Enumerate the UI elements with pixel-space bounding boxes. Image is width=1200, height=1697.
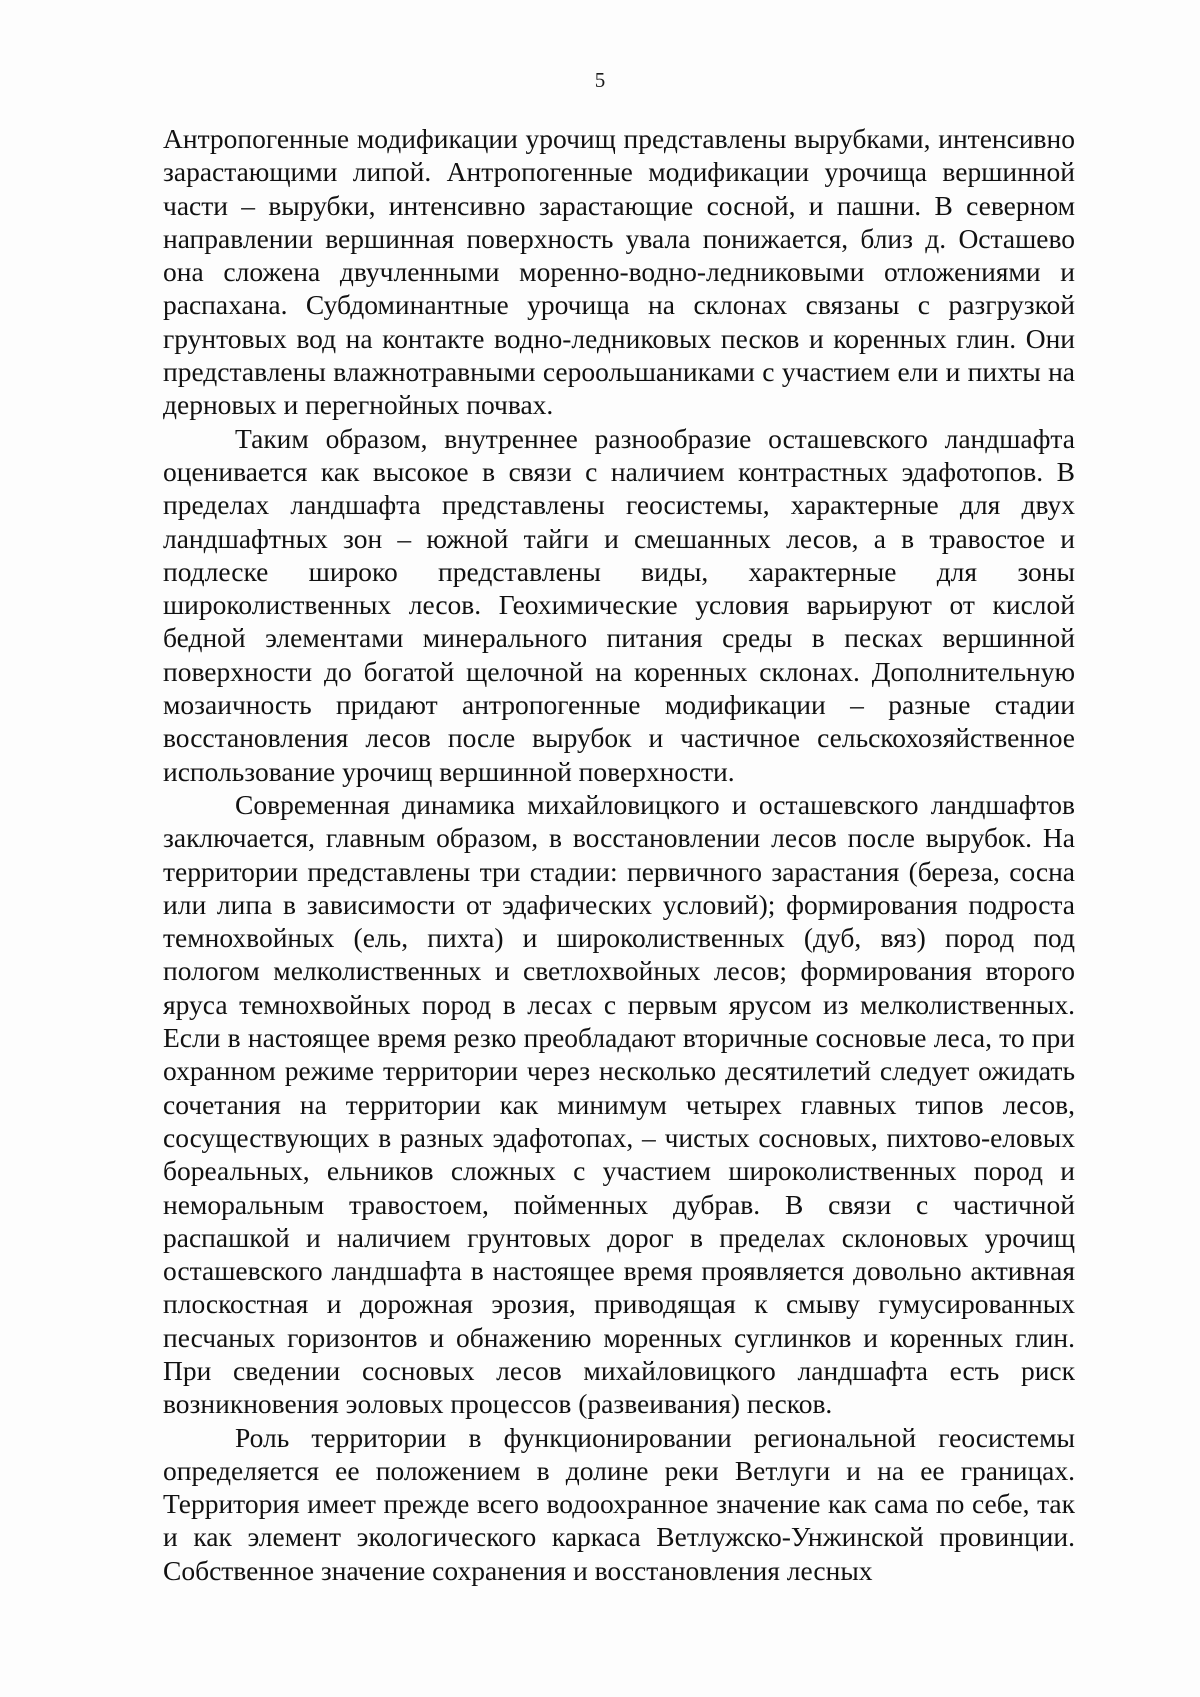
page-number: 5 [594, 68, 606, 92]
paragraph-3: Современная динамика михайловицкого и осташевского ландшафтов заключается, главным образом, в восстановлении лесов после вырубок. На территории представлены три стадии: первичного зарастания (береза, сосна или липа в зависимости от эдафических условий); формирования подроста темнохвойных (ель, пихта) и широколиственных (дуб, вяз) пород под пологом мелколиственных и светлохвойных лесов; формирования второго яруса темнохвойных пород в лесах с первым ярусом из мелколиственных. Если в настоящее время резко преобладают вторичные сосновые леса, то при охранном режиме территории через несколько десятилетий следует ожидать сочетания на территории как минимум четырех главных типов лесов, сосуществующих в разных эдафотопах, – чистых сосновых, пихтово-еловых бореальных, ельников сложных с участием широколиственных пород и неморальным травостоем, пойменных дубрав. В связи с частичной распашкой и наличием грунтовых дорог в пределах склоновых урочищ осташевского ландшафта в настоящее время проявляется довольно активная плоскостная и дорожная эрозия, приводящая к смыву гумусированных песчаных горизонтов и обнажению моренных суглинков и коренных глин. При сведении сосновых лесов михайловицкого ландшафта есть риск возникновения эоловых процессов (развеивания) песков. [163, 788, 1075, 1420]
paragraph-1: Антропогенные модификации урочищ представлены вырубками, интенсивно зарастающими липой. Антропогенные модификации урочища вершинной части – вырубки, интенсивно зарастающие сосной, и пашни. В северном направлении вершинная поверхность увала понижается, близ д. Осташево она сложена двучленными моренно-водно-ледниковыми отложениями и распахана. Субдоминантные урочища на склонах связаны с разгрузкой грунтовых вод на контакте водно-ледниковых песков и коренных глин. Они представлены влажнотравными сероольшаниками с участием ели и пихты на дерновых и перегнойных почвах. [163, 123, 1075, 421]
paragraph-2: Таким образом, внутреннее разнообразие осташевского ландшафта оценивается как высокое в связи с наличием контрастных эдафотопов. В пределах ландшафта представлены геосистемы, характерные для двух ландшафтных зон – южной тайги и смешанных лесов, а в травостое и подлеске широко представлены виды, характерные для зоны широколиственных лесов. Геохимические условия варьируют от кислой бедной элементами минерального питания среды в песках вершинной поверхности до богатой щелочной на коренных склонах. Дополнительную мозаичность придают антропогенные модификации – разные стадии восстановления лесов после вырубок и частичное сельскохозяйственное использование урочищ вершинной поверхности. [163, 422, 1075, 787]
paragraph-4: Роль территории в функционировании региональной геосистемы определяется ее положением в долине реки Ветлуги и на ее границах. Территория имеет прежде всего водоохранное значение как сама по себе, так и как элемент экологического каркаса Ветлужско-Унжинской провинции. Собственное значение сохранения и восстановления лесных [163, 1421, 1075, 1586]
document-body [163, 122, 1075, 1587]
